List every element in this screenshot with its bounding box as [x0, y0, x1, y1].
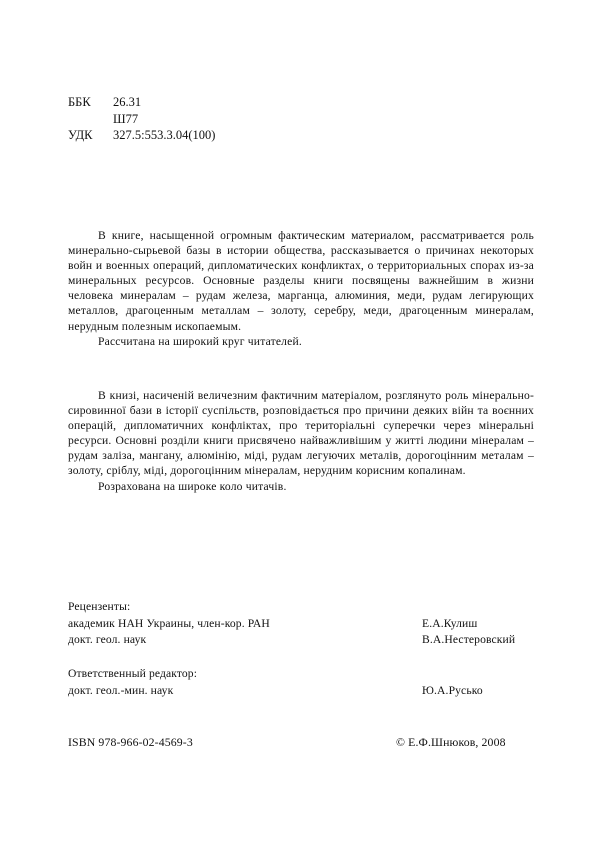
editor-block — [68, 666, 534, 699]
classification-row-author-sign — [68, 111, 215, 128]
author-sign-label — [68, 111, 113, 128]
bbk-label: ББК — [68, 95, 91, 109]
editor-entry — [68, 683, 534, 700]
reviewer-entry — [68, 616, 534, 633]
author-sign-value: Ш77 — [113, 111, 139, 126]
editor-role: докт. геол.-мин. наук — [68, 683, 174, 697]
classification-row-bbk — [68, 94, 215, 111]
isbn-text: ISBN 978-966-02-4569-3 — [68, 735, 193, 749]
annotation-russian-closing: Рассчитана на широкий круг читателей. — [98, 334, 302, 348]
reviewer-role: академик НАН Украины, член-кор. РАН — [68, 616, 270, 630]
editor-heading: Ответственный редактор: — [68, 667, 198, 680]
bbk-value: 26.31 — [113, 95, 142, 109]
classification-codes — [68, 94, 215, 144]
copyright-notice: © Е.Ф.Шнюков, 2008 — [396, 735, 506, 749]
annotation-russian-body: В книге, насыщенной огромным фактическим материалом, рассматривается роль минерально-сырьевой базы в истории общества, рассказывается о причинах некоторых войн и военных операций, дипломатических конфликтах, о территориальных спорах из-за минеральных ресурсов. Основные разделы книги посвящены важнейшим в жизни человека минералам – рудам железа, марганца, алюминия, меди, рудам легирующих металлов, драгоценным металлам – золоту, серебру, меди, драгоценным минералам, нерудным полезным ископаемым. — [68, 229, 534, 333]
annotation-ukrainian-body: В книзі, насиченій величезним фактичним матеріалом, розглянуто роль мінерально-сировинної бази в історії суспільств, розповідається про причини деяких війн та воєнних операцій, дипломатичних конфліктах, про територіальні суперечки через мінеральні ресурси. Основні розділи книги присвячено найважливішим у житті людини мінералам – рудам заліза, мангану, алюмінію, міді, рудам легуючих металів, дорогоцінним металам – золоту, сріблу, міді, дорогоцінним мінералам, нерудним корисним копалинам. — [68, 389, 534, 478]
reviewers-heading: Рецензенты: — [68, 600, 131, 613]
reviewer-name: В.А.Нестеровский — [422, 633, 516, 647]
reviewer-name: Е.А.Кулиш — [422, 616, 478, 630]
editor-name: Ю.А.Русько — [422, 683, 483, 697]
reviewer-role: докт. геол. наук — [68, 633, 147, 647]
reviewers-block — [68, 599, 534, 649]
annotation-ukrainian — [68, 388, 534, 494]
udk-label: УДК — [68, 128, 93, 142]
classification-row-udk — [68, 127, 215, 144]
reviewer-entry — [68, 632, 534, 649]
udk-value: 327.5:553.3.04(100) — [113, 128, 216, 142]
annotation-russian — [68, 228, 534, 349]
annotation-ukrainian-closing: Розрахована на широке коло читачів. — [98, 479, 287, 493]
page-footer — [68, 734, 534, 750]
